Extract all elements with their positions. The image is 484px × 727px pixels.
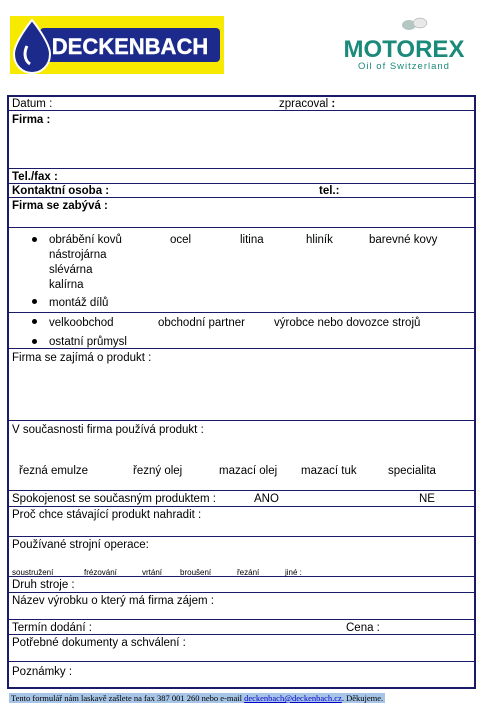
tel-label: tel.: — [319, 185, 340, 197]
motorex-logo-graphic — [340, 14, 468, 72]
form-divider — [9, 227, 474, 228]
poznamky-label: Poznámky : — [12, 666, 73, 678]
strojni-operace-label: Používané strojní operace: — [12, 539, 149, 551]
product-rezna-emulze: řezná emulze — [19, 465, 89, 477]
zajima-o-produkt-label: Firma se zajímá o produkt : — [12, 352, 152, 364]
kontaktni-osoba-label: Kontaktní osoba : — [12, 185, 110, 197]
form-divider — [9, 490, 474, 491]
dokumenty-label: Potřebné dokumenty a schválení : — [12, 637, 186, 649]
telfax-label: Tel./fax : — [12, 171, 58, 183]
ano-option: ANO — [254, 493, 279, 505]
operation-soustruzeni: soustružení — [12, 568, 54, 577]
activity-litina: litina — [240, 234, 264, 246]
zpracoval-text: zpracoval — [279, 98, 329, 110]
activity-obrabeni: obrábění kovů — [49, 234, 122, 246]
soucasny-produkt-label: V současnosti firma používá produkt : — [12, 424, 204, 436]
operation-frezovani: frézování — [84, 568, 117, 577]
sector-obchodni-partner: obchodní partner — [158, 317, 245, 329]
bullet-icon — [32, 339, 37, 344]
operation-brouseni: broušení — [180, 568, 212, 577]
activity-slevarna: slévárna — [49, 264, 93, 276]
form-divider — [9, 619, 474, 620]
activity-barevne-kovy: barevné kovy — [369, 234, 438, 246]
product-rezny-olej: řezný olej — [133, 465, 183, 477]
form-divider — [9, 661, 474, 662]
form-divider — [9, 110, 474, 111]
motorex-logo-text: MOTOREX — [343, 36, 465, 63]
product-mazaci-tuk: mazací tuk — [301, 465, 357, 477]
motorex-tagline: Oil of Switzerland — [358, 61, 450, 72]
activity-hlinik: hliník — [306, 234, 333, 246]
zpracoval-label — [279, 98, 335, 111]
activity-kalirna: kalírna — [49, 279, 84, 291]
druh-stroje-label: Druh stroje : — [12, 579, 75, 591]
footer-note — [9, 693, 385, 703]
form-divider — [9, 312, 474, 313]
activity-nastrojarna: nástrojárna — [49, 249, 107, 261]
datum-label: Datum : — [12, 98, 53, 110]
sector-ostatni: ostatní průmysl — [49, 336, 127, 348]
form-divider — [9, 506, 474, 507]
zpracoval-colon: : — [331, 98, 336, 110]
deckenbach-logo-graphic — [10, 16, 224, 74]
motorex-logo — [340, 14, 468, 72]
spokojenost-label: Spokojenost se současným produktem : — [12, 493, 216, 505]
product-mazaci-olej: mazací olej — [219, 465, 278, 477]
footer-text: Tento formulář nám laskavě zašlete na fax 387 001 260 nebo e-mail — [11, 693, 245, 703]
firma-se-zabyva-label: Firma se zabývá : — [12, 200, 108, 212]
firma-label: Firma : — [12, 114, 51, 126]
termin-dodani-label: Termín dodání : — [12, 622, 92, 634]
operation-vrtani: vrtání — [142, 568, 163, 577]
bullet-icon — [32, 299, 37, 304]
cena-label: Cena : — [346, 622, 380, 634]
footer-thanks: . Děkujeme. — [341, 693, 384, 703]
activity-montaz: montáž dílů — [49, 297, 109, 309]
activity-ocel: ocel — [170, 234, 192, 246]
sector-vyrobce: výrobce nebo dovozce strojů — [274, 317, 421, 329]
product-specialita: specialita — [388, 465, 436, 477]
proc-nahradit-label: Proč chce stávající produkt nahradit : — [12, 509, 202, 521]
operation-rezani: řezání — [237, 568, 260, 577]
ne-option: NE — [419, 493, 435, 505]
operation-jine: jiné : — [285, 568, 302, 577]
email-link[interactable]: deckenbach@deckenbach.cz — [244, 693, 342, 703]
nazev-vyrobku-label: Název výrobku o který má firma zájem : — [12, 595, 214, 607]
deckenbach-logo-text: DECKENBACH — [51, 34, 209, 59]
inquiry-form — [7, 95, 476, 689]
form-divider — [9, 183, 474, 184]
sector-velkoobchod: velkoobchod — [49, 317, 114, 329]
form-divider — [9, 592, 474, 593]
bullet-icon — [32, 319, 37, 324]
bullet-icon — [32, 237, 37, 242]
form-divider — [9, 168, 474, 169]
form-divider — [9, 420, 474, 421]
form-divider — [9, 536, 474, 537]
deckenbach-logo — [10, 16, 224, 74]
